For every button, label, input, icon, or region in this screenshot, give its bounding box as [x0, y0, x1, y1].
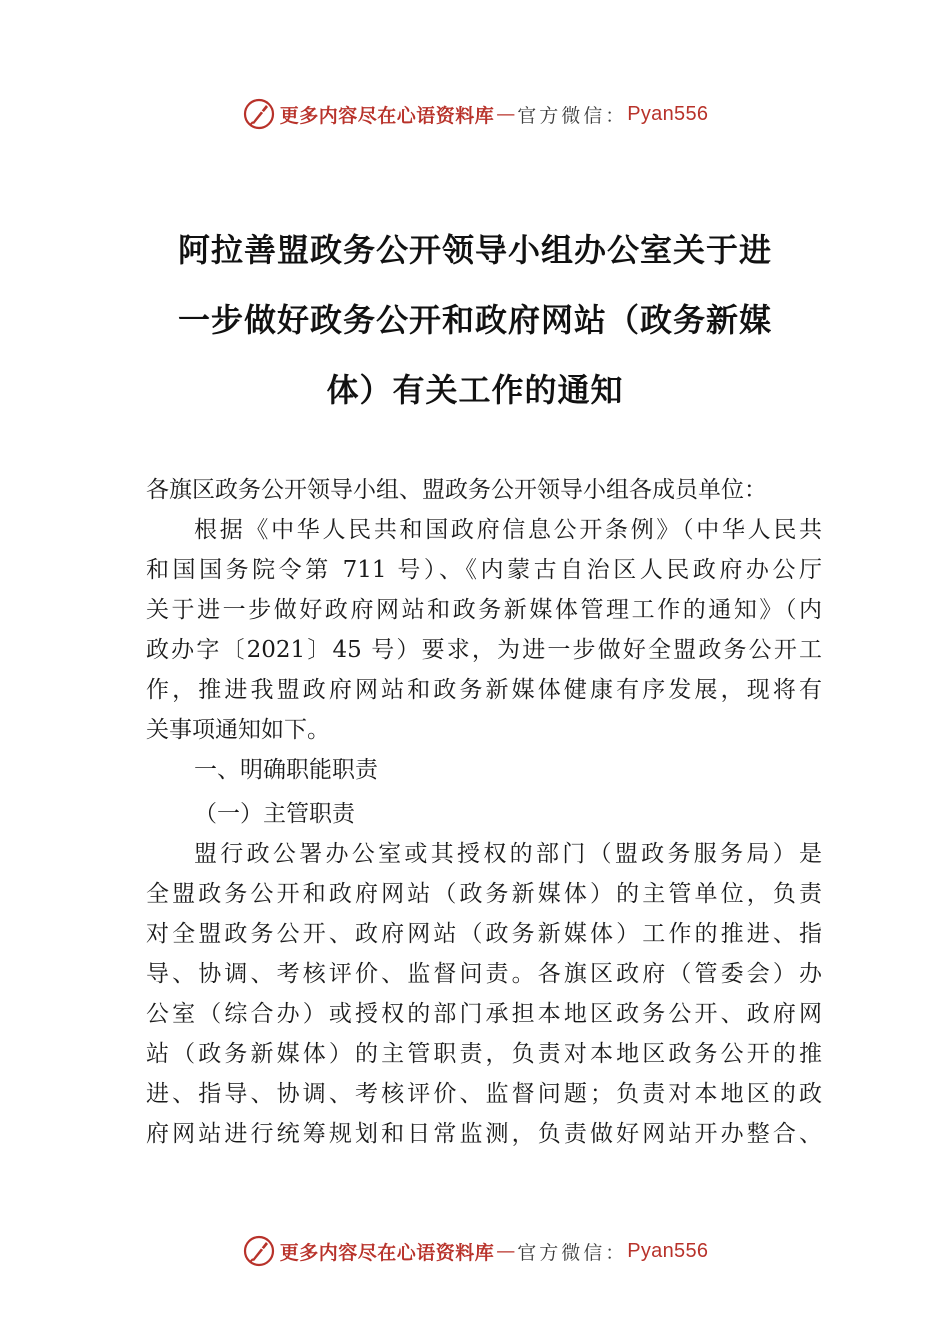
paragraph-line: 关于进一步做好政府网站和政务新媒体管理工作的通知》（内 — [146, 597, 822, 623]
salutation: 各旗区政务公开领导小组、盟政务公开领导小组各成员单位： — [146, 477, 767, 503]
paragraph-line: 作，推进我盟政府网站和政务新媒体健康有序发展，现将有 — [146, 677, 822, 703]
paragraph-line: 关事项通知如下。 — [146, 717, 330, 743]
paragraph-1 — [146, 510, 822, 750]
paragraph-line: 根据《中华人民共和国政府信息公开条例》（中华人民共 — [194, 517, 822, 543]
paragraph-line: 府网站进行统筹规划和日常监测，负责做好网站开办整合、 — [146, 1121, 822, 1147]
paragraph-2 — [146, 834, 822, 1154]
document-title — [145, 215, 805, 425]
watermark-library-text: 更多内容尽在心语资料库 — [279, 1241, 495, 1264]
watermark-dash: — — [496, 1240, 516, 1262]
watermark-wechat-id: Pyan556 — [627, 1239, 709, 1262]
paragraph-line: 政办字〔2021〕45 号）要求，为进一步做好全盟政务公开工 — [146, 637, 822, 663]
paragraph-line: 全盟政务公开和政府网站（政务新媒体）的主管单位，负责 — [146, 881, 822, 907]
paragraph-line: 导、协调、考核评价、监督问责。各旗区政府（管委会）办 — [146, 961, 822, 987]
paragraph-line: 公室（综合办）或授权的部门承担本地区政务公开、政府网 — [146, 1001, 822, 1027]
document-body — [146, 470, 822, 1154]
watermark-dash: — — [496, 103, 516, 125]
paragraph-line: 和国国务院令第 711 号）、《内蒙古自治区人民政府办公厅 — [146, 557, 822, 583]
watermark-library-text: 更多内容尽在心语资料库 — [279, 104, 495, 127]
quill-pen-logo-icon — [242, 1234, 276, 1268]
footer-watermark — [0, 1231, 950, 1271]
watermark-wechat-label: 官方微信： — [517, 104, 628, 127]
quill-pen-logo-icon — [242, 97, 276, 131]
paragraph-line: 盟行政公署办公室或其授权的部门（盟政务服务局）是 — [194, 841, 822, 867]
header-watermark — [0, 94, 950, 134]
title-line-1: 阿拉善盟政务公开领导小组办公室关于进 — [177, 231, 772, 269]
title-line-3: 体）有关工作的通知 — [326, 371, 624, 409]
watermark-wechat-id: Pyan556 — [627, 102, 709, 125]
paragraph-line: 对全盟政务公开、政府网站（政务新媒体）工作的推进、指 — [146, 921, 822, 947]
watermark-wechat-label: 官方微信： — [517, 1241, 628, 1264]
subsection-heading-1-1: （一）主管职责 — [194, 801, 355, 827]
paragraph-line: 站（政务新媒体）的主管职责，负责对本地区政务公开的推 — [146, 1041, 822, 1067]
title-line-2: 一步做好政务公开和政府网站（政务新媒 — [177, 301, 772, 339]
section-heading-1: 一、明确职能职责 — [194, 757, 378, 783]
paragraph-line: 进、指导、协调、考核评价、监督问题；负责对本地区的政 — [146, 1081, 822, 1107]
